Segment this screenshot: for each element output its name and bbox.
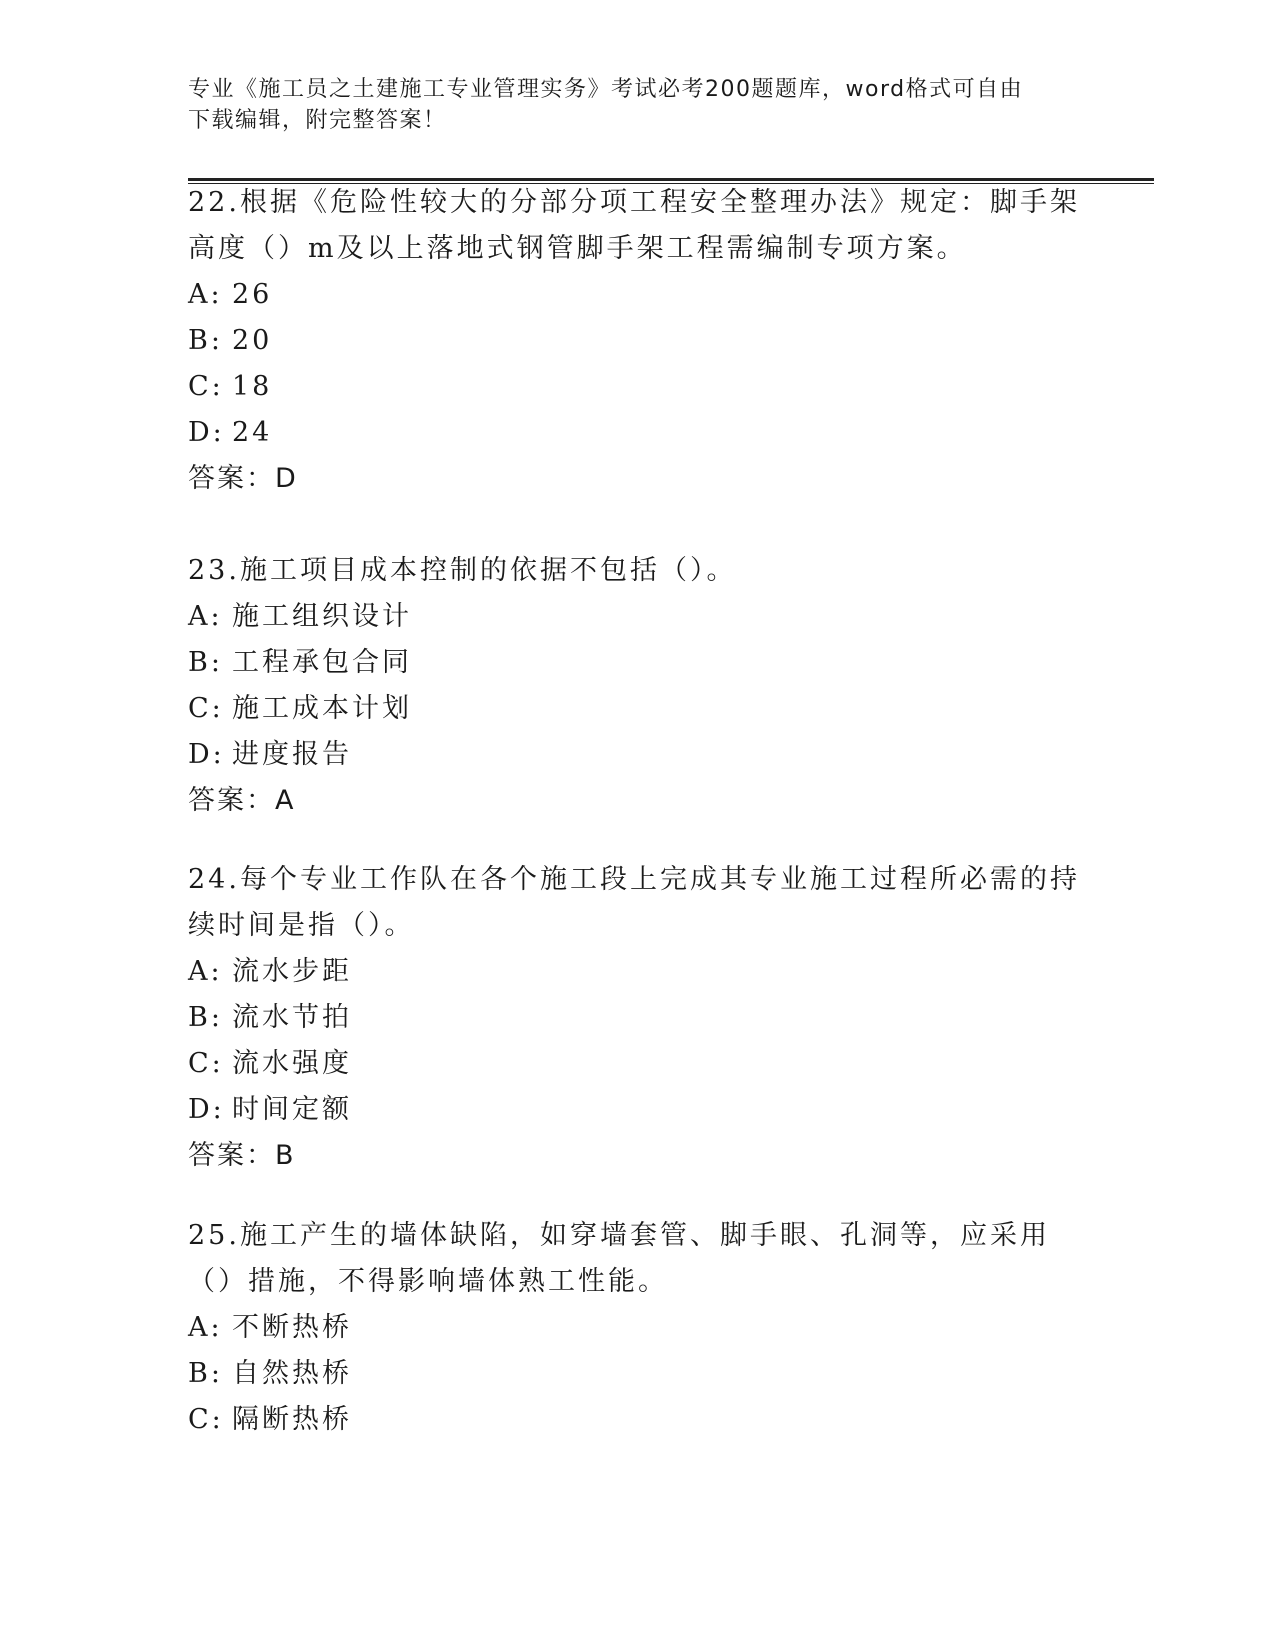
option-text: 时间定额: [232, 1094, 352, 1125]
option-letter: B:: [188, 1002, 223, 1033]
option-a: [188, 594, 1088, 640]
question-23: [188, 548, 1088, 824]
option-a: [188, 1305, 1088, 1351]
question-24: [188, 857, 1088, 1179]
option-text: 施工组织设计: [232, 601, 412, 632]
option-text: 流水步距: [232, 956, 352, 987]
option-text: 20: [232, 325, 273, 356]
option-text: 工程承包合同: [232, 647, 412, 678]
option-d: [188, 1087, 1088, 1133]
option-letter: D:: [188, 1094, 225, 1125]
header-title-line-1: 专业《施工员之土建施工专业管理实务》考试必考200题题库，word格式可自由: [188, 77, 1024, 102]
option-letter: C:: [188, 371, 224, 402]
question-stem: 22.根据《危险性较大的分部分项工程安全整理办法》规定：脚手架高度（）m及以上落地式钢管脚手架工程需编制专项方案。: [188, 187, 1080, 264]
option-text: 流水强度: [232, 1048, 352, 1079]
option-letter: C:: [188, 1404, 224, 1435]
option-text: 18: [232, 371, 273, 402]
option-letter: C:: [188, 693, 224, 724]
option-text: 24: [232, 417, 273, 448]
option-text: 施工成本计划: [232, 693, 412, 724]
option-text: 进度报告: [232, 739, 352, 770]
option-letter: A:: [188, 956, 223, 987]
option-text: 流水节拍: [232, 1002, 352, 1033]
document-header: [188, 74, 1088, 136]
option-b: [188, 1351, 1088, 1397]
question-25: [188, 1213, 1088, 1443]
option-letter: A:: [188, 279, 223, 310]
option-letter: B:: [188, 1358, 223, 1389]
question-stem: 24.每个专业工作队在各个施工段上完成其专业施工过程所必需的持续时间是指（）。: [188, 864, 1080, 941]
option-text: 26: [232, 279, 273, 310]
header-title-line-2: 下载编辑，附完整答案！: [188, 108, 447, 133]
option-letter: B:: [188, 325, 223, 356]
question-stem: 23.施工项目成本控制的依据不包括（）。: [188, 555, 737, 586]
answer-text: 答案：D: [188, 463, 298, 494]
option-d: [188, 410, 1088, 456]
option-a: [188, 272, 1088, 318]
option-letter: B:: [188, 647, 223, 678]
option-letter: C:: [188, 1048, 224, 1079]
option-text: 不断热桥: [232, 1312, 352, 1343]
option-letter: D:: [188, 417, 225, 448]
answer-text: 答案：A: [188, 785, 296, 816]
option-letter: D:: [188, 739, 225, 770]
option-c: [188, 1397, 1088, 1443]
option-c: [188, 1041, 1088, 1087]
option-text: 隔断热桥: [232, 1404, 352, 1435]
question-stem: 25.施工产生的墙体缺陷，如穿墙套管、脚手眼、孔洞等，应采用（）措施，不得影响墙体熟工性能。: [188, 1220, 1050, 1297]
option-b: [188, 640, 1088, 686]
option-b: [188, 318, 1088, 364]
option-letter: A:: [188, 601, 223, 632]
option-a: [188, 949, 1088, 995]
option-text: 自然热桥: [232, 1358, 352, 1389]
answer-text: 答案：B: [188, 1140, 296, 1171]
option-c: [188, 364, 1088, 410]
option-letter: A:: [188, 1312, 223, 1343]
option-c: [188, 686, 1088, 732]
option-b: [188, 995, 1088, 1041]
question-22: [188, 180, 1088, 502]
option-d: [188, 732, 1088, 778]
